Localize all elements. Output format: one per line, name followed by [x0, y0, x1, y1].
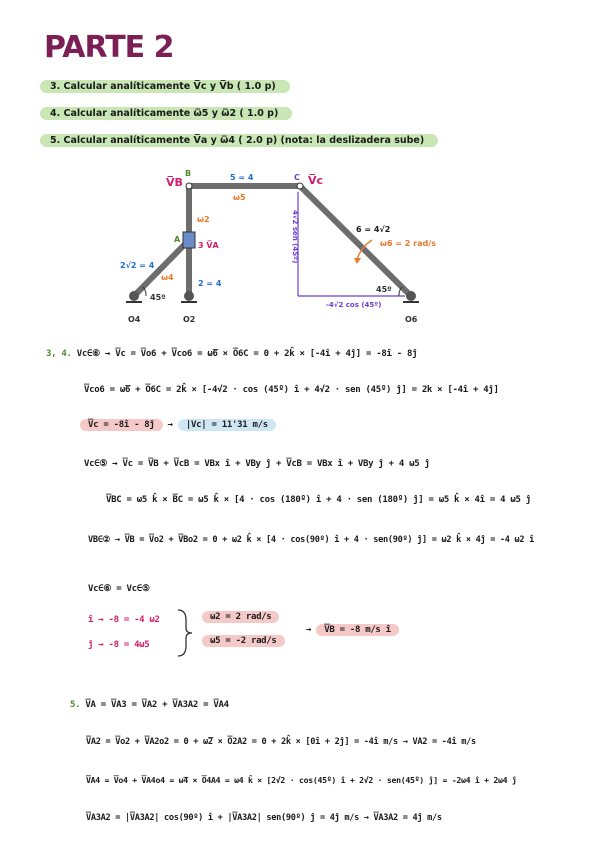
solution-line-4: Vc∈⑤ → V̅c = V̅B + V̅cB = VBx î + VBy ĵ + V̅cB = VBx î + VBy ĵ + 4 ω5 ĵ: [84, 459, 430, 469]
solution-line-10: 5. V̅A = V̅A3 = V̅A2 + V̅A3A2 = V̅A4: [70, 700, 229, 710]
solution-line-11: V̅A2 = V̅o2 + V̅A2o2 = 0 + ω̅2 × O̅2A2 = 0 + 2k̂ × [0î + 2ĵ] = -4î m/s → VA2 = -4î m/s: [86, 737, 476, 747]
result-w5: ω5 = -2 rad/s: [202, 636, 285, 646]
label-w6: ω6 = 2 rad/s: [380, 239, 436, 248]
joint-c: [297, 183, 303, 189]
label-b: B: [185, 169, 192, 178]
label-o6: O6: [405, 315, 418, 324]
solution-line-1: 3, 4. Vc∈⑥ → V̅c = V̅o6 + V̅co6 = ω̅6 × O̅6C = 0 + 2k̂ × [-4î + 4ĵ] = -8î - 8ĵ: [46, 349, 418, 359]
solution-line-9: ĵ → -8 = 4ω5: [88, 640, 150, 650]
label-vertical-dim: 4√2 sen (45º): [291, 210, 299, 264]
slider-a: [183, 232, 195, 248]
label-a: A: [174, 235, 181, 244]
result-vb: → V̅B = -8 m/s î: [306, 625, 399, 635]
label-w4: ω4: [161, 273, 174, 282]
label-horizontal-dim: -4√2 cos (45º): [326, 301, 382, 309]
solution-line-13: V̅A3A2 = |V̅A3A2| cos(90º) î + |V̅A3A2| sen(90º) ĵ = 4ĵ m/s → V̅A3A2 = 4ĵ m/s: [86, 813, 442, 823]
mechanism-diagram: [0, 0, 600, 340]
label-w2: ω2: [197, 215, 210, 224]
result-w2: ω2 = 2 rad/s: [202, 612, 279, 622]
label-top-length: 5 = 4: [230, 173, 254, 182]
solution-line-12: V̅A4 = V̅o4 + V̅A4o4 = ω̅4 × O̅4A4 = ω4 k̂ × [2√2 · cos(45º) î + 2√2 · sen(45º) ĵ] = -2ω4 î + 2ω4 ĵ: [86, 775, 517, 785]
solution-line-2: V̅co6 = ω̅6 + O̅6C = 2k̂ × [-4√2 · cos (45º) î + 4√2 · sen (45º) ĵ] = 2k × [-4î + 4ĵ]: [84, 385, 499, 395]
label-c: C: [294, 173, 300, 182]
task-3: 3. Calcular analíticamente V̅c y V̅b ( 1.0 p): [40, 80, 290, 93]
label-o4: O4: [128, 315, 141, 324]
label-o2: O2: [183, 315, 196, 324]
result-vc-magnitude: |Vc| = 11'31 m/s: [178, 419, 276, 431]
label-vc: V̅c: [308, 174, 324, 187]
label-left-length: 2√2 = 4: [120, 261, 155, 270]
task-4: 4. Calcular analíticamente ω̅5 y ω̅2 ( 1.0 p): [40, 107, 292, 120]
solution-line-6: VB∈② → V̅B = V̅o2 + V̅Bo2 = 0 + ω2 k̂ × [4 · cos(90º) î + 4 · sen(90º) ĵ] = ω2 k̂ × 4ĵ = -4 ω2 î: [88, 535, 535, 545]
solution-line-5: V̅BC = ω5 k̂ × B̅C = ω5 k̂ × [4 · cos (180º) î + 4 · sen (180º) ĵ] = ω5 k̂ × 4î = 4 ω5 ĵ: [106, 495, 531, 505]
joint-b: [186, 183, 192, 189]
support-o2: [181, 291, 197, 302]
system-brace: [176, 608, 196, 658]
result-vc: V̅c = -8î - 8ĵ: [80, 419, 163, 431]
solution-line-8: î → -8 = -4 ω2: [88, 615, 160, 625]
label-45-right: 45º: [376, 285, 392, 294]
label-3va: 3 V̅A: [198, 241, 219, 250]
label-six: 6 = 4√2: [356, 225, 391, 234]
label-w5: ω5: [233, 193, 246, 202]
page-title: PARTE 2: [44, 30, 174, 65]
solution-line-3: V̅c = -8î - 8ĵ → |Vc| = 11'31 m/s: [80, 420, 276, 430]
solution-line-7: Vc∈⑥ = Vc∈⑤: [88, 584, 150, 594]
label-2-4: 2 = 4: [198, 279, 222, 288]
label-vb: V̅B: [166, 176, 183, 189]
task-5: 5. Calcular analíticamente V̅a y ω̅4 ( 2.0 p) (nota: la deslizadera sube): [40, 134, 438, 147]
label-45-left: 45º: [150, 293, 166, 302]
